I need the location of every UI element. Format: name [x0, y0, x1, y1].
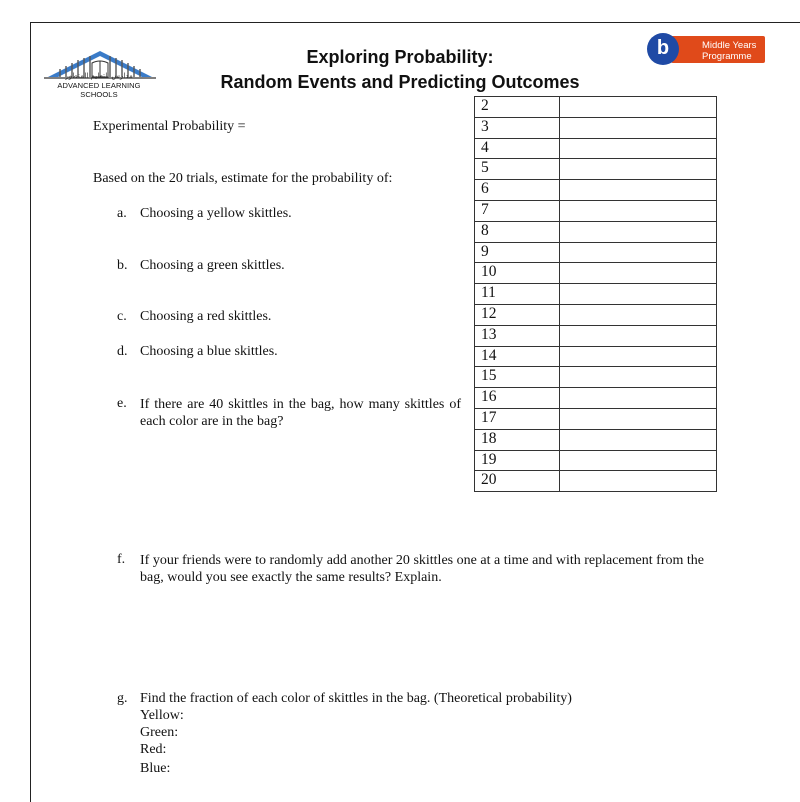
table-row [475, 138, 717, 159]
trial-result-cell[interactable] [560, 284, 717, 305]
question-b-text: Choosing a green skittles. [140, 258, 285, 273]
trial-number-cell: 12 [475, 304, 560, 325]
trial-result-cell[interactable] [560, 429, 717, 450]
table-row [475, 325, 717, 346]
table-row [475, 221, 717, 242]
trial-result-cell[interactable] [560, 408, 717, 429]
trial-number-cell: 19 [475, 450, 560, 471]
table-row [475, 346, 717, 367]
trial-result-cell[interactable] [560, 367, 717, 388]
table-row [475, 180, 717, 201]
table-row [475, 471, 717, 492]
question-d-label: d. [117, 344, 128, 359]
trial-result-cell[interactable] [560, 325, 717, 346]
trial-number-cell: 4 [475, 138, 560, 159]
trial-number-cell: 17 [475, 408, 560, 429]
trial-result-cell[interactable] [560, 117, 717, 138]
trial-result-cell[interactable] [560, 138, 717, 159]
trial-number-cell: 2 [475, 97, 560, 118]
table-row [475, 304, 717, 325]
question-d-text: Choosing a blue skittles. [140, 344, 278, 359]
estimate-intro: Based on the 20 trials, estimate for the probability of: [93, 171, 393, 186]
page-title: Exploring Probability: [306, 47, 494, 67]
trial-result-cell[interactable] [560, 346, 717, 367]
table-row [475, 284, 717, 305]
question-c-text: Choosing a red skittles. [140, 309, 272, 324]
school-name-arabic: مدارس التعليم المتطور [65, 72, 133, 80]
trial-number-cell: 3 [475, 117, 560, 138]
question-b-label: b. [117, 258, 128, 273]
ib-circle-icon: b [647, 33, 679, 65]
trial-number-cell: 11 [475, 284, 560, 305]
table-row [475, 429, 717, 450]
trial-number-cell: 18 [475, 429, 560, 450]
trial-result-cell[interactable] [560, 221, 717, 242]
trial-result-cell[interactable] [560, 159, 717, 180]
question-g-text: Find the fraction of each color of skittles in the bag. (Theoretical probability) [140, 691, 572, 706]
trial-number-cell: 10 [475, 263, 560, 284]
trial-number-cell: 9 [475, 242, 560, 263]
color-red-label: Red: [140, 742, 167, 757]
table-row [475, 200, 717, 221]
trial-number-cell: 15 [475, 367, 560, 388]
table-row [475, 450, 717, 471]
question-f-text: If your friends were to randomly add another 20 skittles one at a time and with replacement from the bag, would you see exactly the same results? Explain. [140, 553, 704, 585]
trial-result-cell[interactable] [560, 263, 717, 284]
trial-result-cell[interactable] [560, 388, 717, 409]
trial-result-cell[interactable] [560, 97, 717, 118]
question-a-text: Choosing a yellow skittles. [140, 206, 292, 221]
trial-result-cell[interactable] [560, 450, 717, 471]
page-subtitle: Random Events and Predicting Outcomes [220, 72, 580, 92]
trial-number-cell: 13 [475, 325, 560, 346]
school-name: ADVANCED LEARNING SCHOOLS [57, 81, 141, 99]
trial-number-cell: 8 [475, 221, 560, 242]
color-yellow-label: Yellow: [140, 708, 184, 723]
table-row [475, 388, 717, 409]
table-row [475, 159, 717, 180]
trial-number-cell: 14 [475, 346, 560, 367]
ib-programme-line2: Programme [702, 51, 752, 62]
trial-number-cell: 6 [475, 180, 560, 201]
table-row [475, 97, 717, 118]
trial-number-cell: 7 [475, 200, 560, 221]
trial-result-cell[interactable] [560, 304, 717, 325]
table-row [475, 367, 717, 388]
trial-result-cell[interactable] [560, 180, 717, 201]
trial-number-cell: 16 [475, 388, 560, 409]
question-c-label: c. [117, 309, 127, 324]
table-row [475, 408, 717, 429]
table-row [475, 117, 717, 138]
trial-number-cell: 20 [475, 471, 560, 492]
question-f-label: f. [117, 552, 126, 567]
ib-myp-logo [647, 33, 767, 67]
trial-number-cell: 5 [475, 159, 560, 180]
trial-result-cell[interactable] [560, 471, 717, 492]
trial-result-cell[interactable] [560, 242, 717, 263]
color-blue-label: Blue: [140, 761, 171, 776]
ib-programme-line1: Middle Years [702, 40, 757, 51]
table-row [475, 242, 717, 263]
ib-banner [671, 36, 765, 63]
trial-result-cell[interactable] [560, 200, 717, 221]
question-a-label: a. [117, 206, 127, 221]
table-row [475, 263, 717, 284]
question-e-text: If there are 40 skittles in the bag, how many skittles of each color are in the bag? [140, 397, 461, 429]
question-g-label: g. [117, 691, 128, 706]
question-e-label: e. [117, 396, 127, 411]
color-green-label: Green: [140, 725, 179, 740]
experimental-probability-label: Experimental Probability = [93, 119, 246, 134]
trials-table [474, 96, 717, 492]
